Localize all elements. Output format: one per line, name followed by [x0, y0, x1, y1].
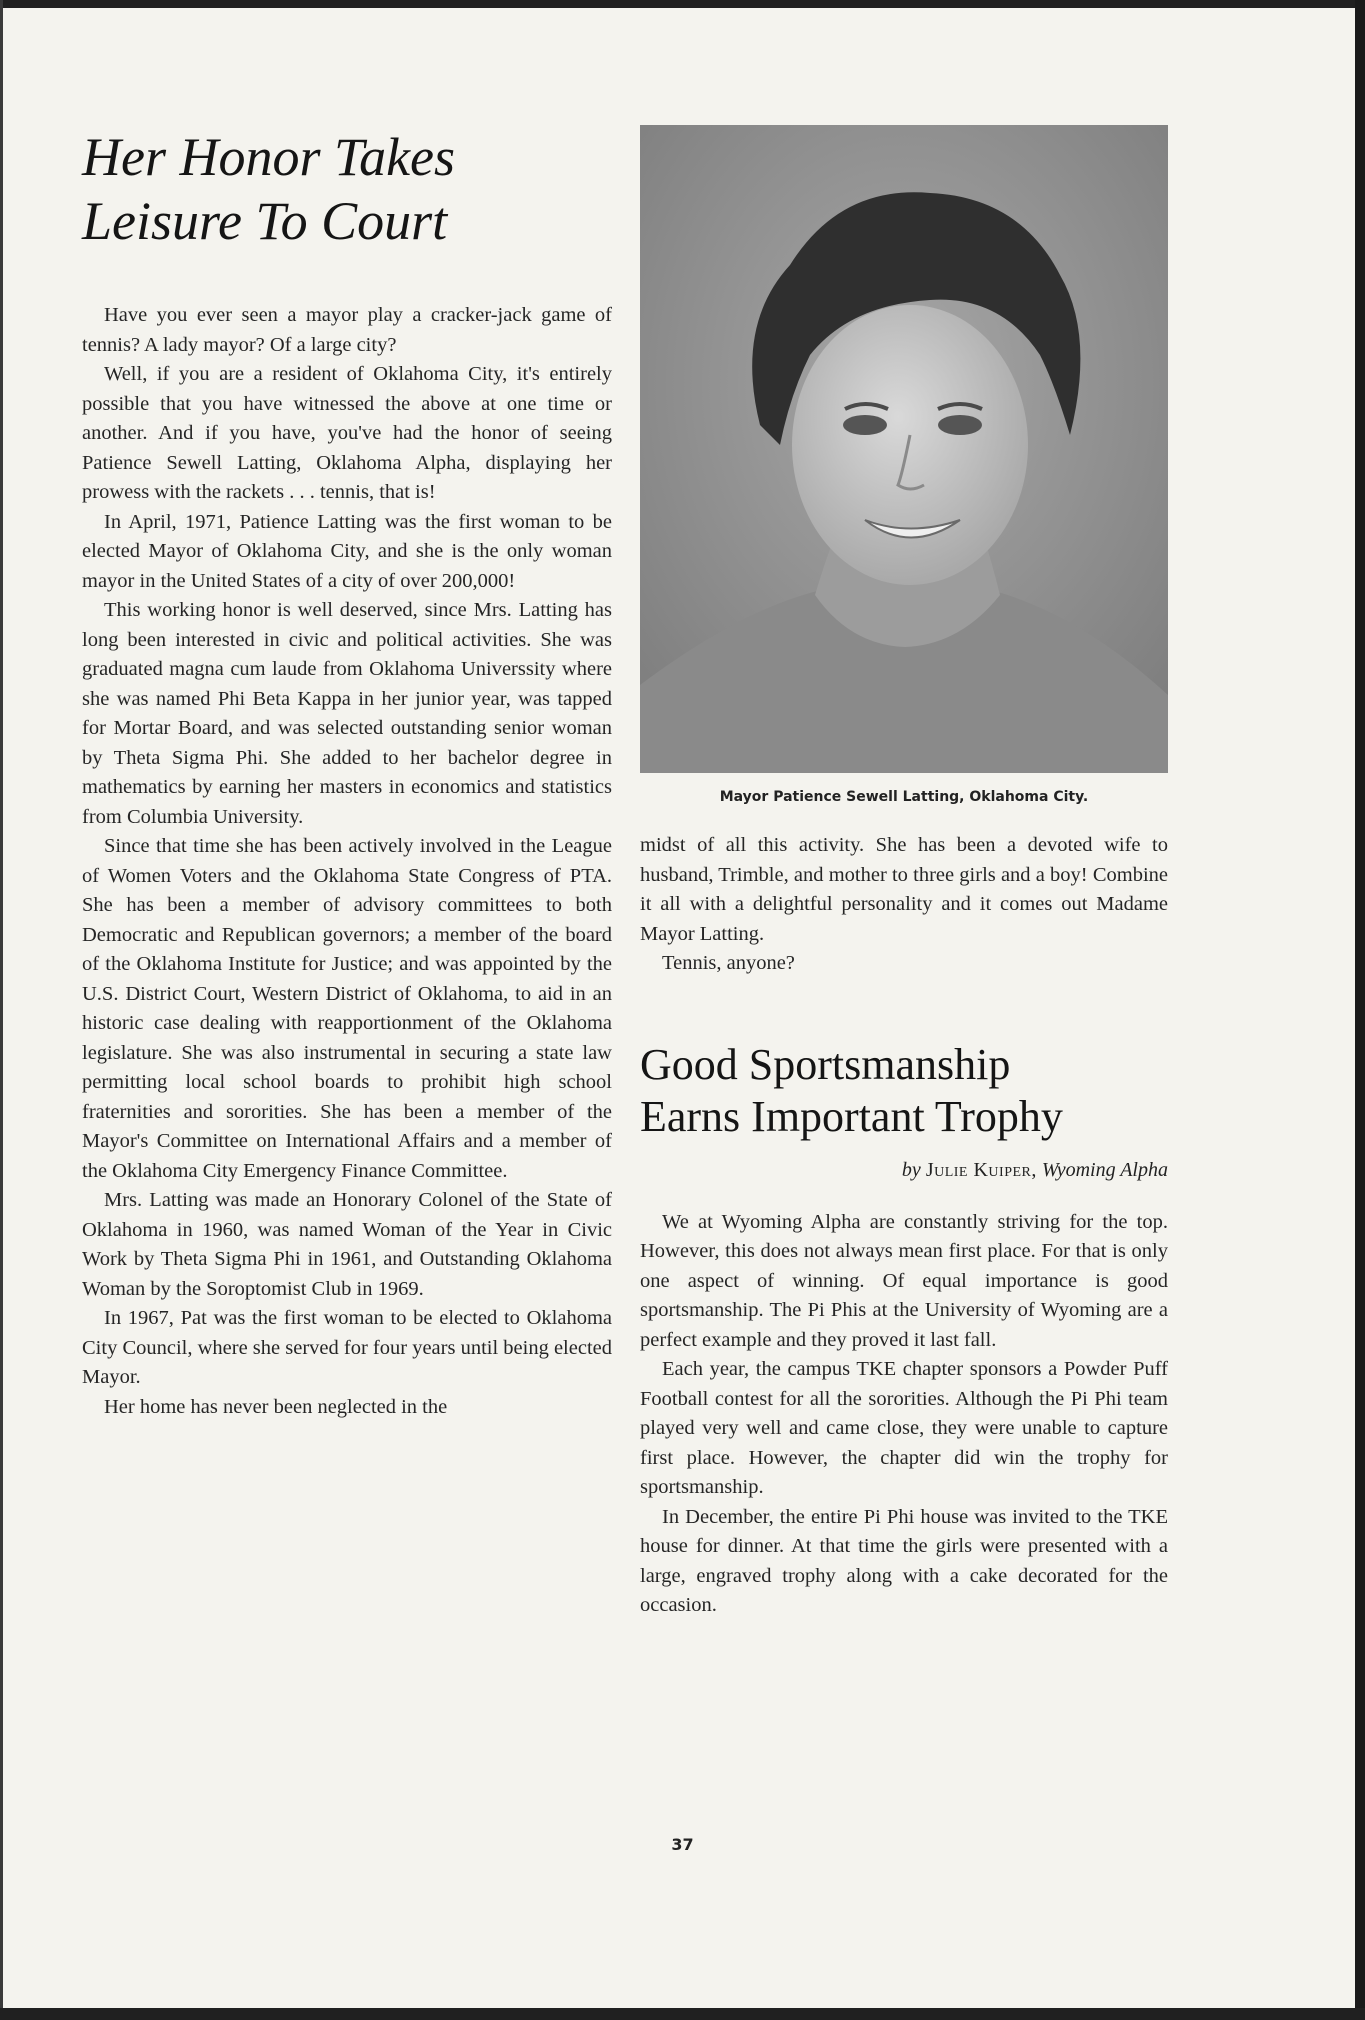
- article2-paragraph: In December, the entire Pi Phi house was invited to the TKE house for dinner. At that time the girls were presented with a large, engraved trophy along with a cake decorated for the occasion.: [640, 1505, 1168, 1616]
- portrait-illustration: [640, 125, 1168, 773]
- bottom-border: [0, 2008, 1365, 2020]
- article1-paragraph: Her home has never been neglected in the: [104, 1395, 448, 1418]
- article-title-her-honor: [82, 125, 612, 253]
- byline-author: Julie Kuiper,: [925, 1158, 1037, 1181]
- article1-continued: [640, 831, 1168, 979]
- article1-paragraph: Since that time she has been actively involved in the League of Women Voters and the Oklahoma State Congress of PTA. She has been a member of advisory committees to both Democratic and Republican governors; a member of the board of the Oklahoma Institute for Justice; and was appointed by the U.S. District Court, Western District of Oklahoma, to aid in an historic case dealing with reapportionment of the Oklahoma legislature. She was also instrumental in securing a state law permitting local school boards to prohibit high school fraternities and sororities. She has been a member of the Mayor's Committee on International Affairs and a member of the Oklahoma City Emergency Finance Committee.: [82, 835, 612, 1182]
- left-column: [82, 125, 612, 1422]
- right-column: [640, 125, 1180, 1621]
- title-line-2: Earns Important Trophy: [640, 1091, 1063, 1141]
- article2-paragraph: Each year, the campus TKE chapter sponsors a Powder Puff Football contest for all the sororities. Although the Pi Phi team played very well and came close, they were unable to capture first place. However, the chapter did win the trophy for sportsmanship.: [640, 1358, 1168, 1498]
- article1-paragraph: In 1967, Pat was the first woman to be elected to Oklahoma City Council, where she served for four years until being elected Mayor.: [82, 1307, 612, 1388]
- article1-paragraph: In April, 1971, Patience Latting was the first woman to be elected Mayor of Oklahoma City, and she is the only woman mayor in the United States of a city of over 200,000!: [82, 510, 612, 592]
- article2-paragraph: We at Wyoming Alpha are constantly striving for the top. However, this does not always mean first place. For that is only one aspect of winning. Of equal importance is good sportsmanship. The Pi Phis at the University of Wyoming are a perfect example and they proved it last fall.: [640, 1210, 1168, 1351]
- article-title-good-sportsmanship: [640, 1039, 1180, 1143]
- article1-continued-paragraph: midst of all this activity. She has been a devoted wife to husband, Trimble, and mother to three girls and a boy! Combine it all with a delightful personality and it comes out Madame Mayor Latting.: [640, 834, 1168, 945]
- article2-body: [640, 1208, 1168, 1621]
- byline-chapter: Wyoming Alpha: [1041, 1158, 1168, 1181]
- title-line-2: Leisure To Court: [82, 191, 448, 251]
- title-line-1: Good Sportsmanship: [640, 1039, 1011, 1089]
- top-border: [0, 0, 1365, 8]
- title-line-1: Her Honor Takes: [82, 127, 456, 187]
- byline: [640, 1159, 1168, 1182]
- article1-paragraph: This working honor is well deserved, since Mrs. Latting has long been interested in civic and political activities. She was graduated magna cum laude from Oklahoma Universsity where she was named Phi Beta Kappa in her junior year, was tapped for Mortar Board, and was selected outstanding senior woman by Theta Sigma Phi. She added to her bachelor degree in mathematics by earning her masters in economics and statistics from Columbia University.: [82, 599, 612, 828]
- article1-paragraph: Well, if you are a resident of Oklahoma City, it's entirely possible that you have witnessed the above at one time or another. And if you have, you've had the honor of seeing Patience Sewell Latting, Oklahoma Alpha, displaying her prowess with the rackets . . . tennis, that is!: [82, 363, 612, 503]
- mayor-portrait-photo: [640, 125, 1168, 773]
- article1-paragraph: Mrs. Latting was made an Honorary Colonel of the State of Oklahoma in 1960, was named Woman of the Year in Civic Work by Theta Sigma Phi in 1961, and Outstanding Oklahoma Woman by the Soroptomist Club in 1969.: [82, 1189, 612, 1300]
- byline-by: by: [901, 1158, 921, 1181]
- photo-caption: Mayor Patience Sewell Latting, Oklahoma City.: [719, 789, 1089, 805]
- article1-paragraph: Have you ever seen a mayor play a cracker-jack game of tennis? A lady mayor? Of a large city?: [82, 304, 612, 356]
- left-border: [0, 0, 3, 2020]
- right-border: [1355, 0, 1365, 2020]
- article1-continued-paragraph: Tennis, anyone?: [662, 952, 795, 974]
- page-number: 37: [671, 1835, 694, 1854]
